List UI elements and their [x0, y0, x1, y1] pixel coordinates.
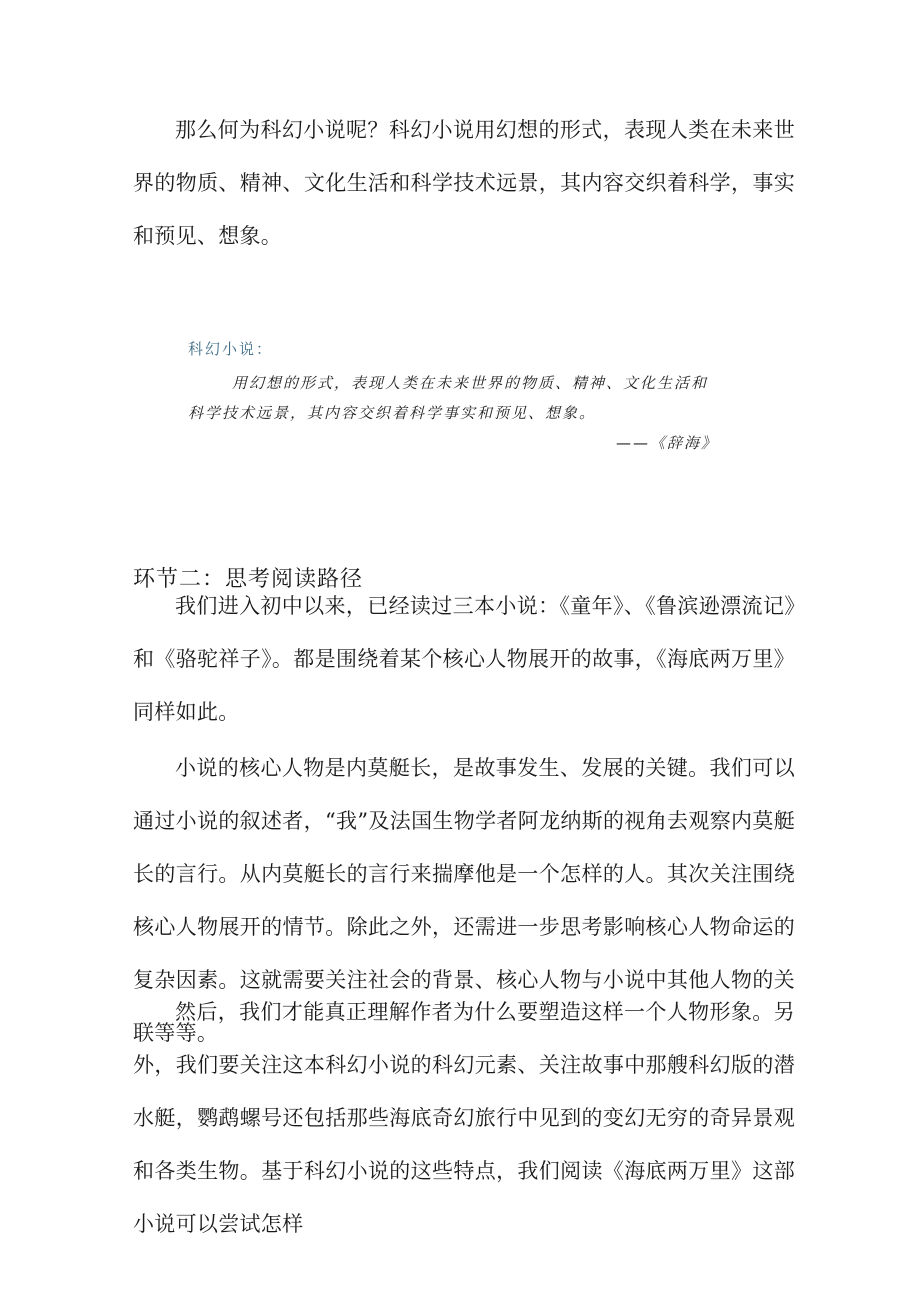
quote-source: ——《辞海》: [615, 434, 718, 452]
definition-quote-box: [188, 336, 728, 458]
core-character-paragraph: 小说的核心人物是内莫艇长，是故事发生、发展的关键。我们可以通过小说的叙述者，“我”及法国生物学者阿龙纳斯的视角去观察内莫艇长的言行。从内莫艇长的言行来揣摩他是一个怎样的人。其次关注围绕核心人物展开的情节。除此之外，还需进一步思考影响核心人物命运的复杂因素。这就需要关注社会的背景、核心人物与小说中其他人物的关联等等。: [133, 756, 795, 1045]
quote-label: 科幻小说：: [188, 340, 274, 358]
section-heading: 环节二：思考阅读路径: [133, 567, 364, 592]
novels-paragraph: 我们进入初中以来，已经读过三本小说：《童年》、《鲁滨逊漂流记》和《骆驼祥子》。都是围绕着某个核心人物展开的故事，《海底两万里》同样如此。: [133, 594, 795, 724]
quote-body: 用幻想的形式，表现人类在未来世界的物质、精神、文化生活和科学技术远景，其内容交织着科学事实和预见、想象。: [188, 374, 709, 422]
intro-paragraph: 那么何为科幻小说呢？科幻小说用幻想的形式，表现人类在未来世界的物质、精神、文化生活和科学技术远景，其内容交织着科学，事实和预见、想象。: [133, 118, 795, 248]
sci-fi-elements-paragraph: 然后，我们才能真正理解作者为什么要塑造这样一个人物形象。另外，我们要关注这本科幻小说的科幻元素、关注故事中那艘科幻版的潜水艇，鹦鹉螺号还包括那些海底奇幻旅行中见到的变幻无穷的奇异景观和各类生物。基于科幻小说的这些特点，我们阅读《海底两万里》这部小说可以尝试怎样: [133, 1000, 795, 1236]
